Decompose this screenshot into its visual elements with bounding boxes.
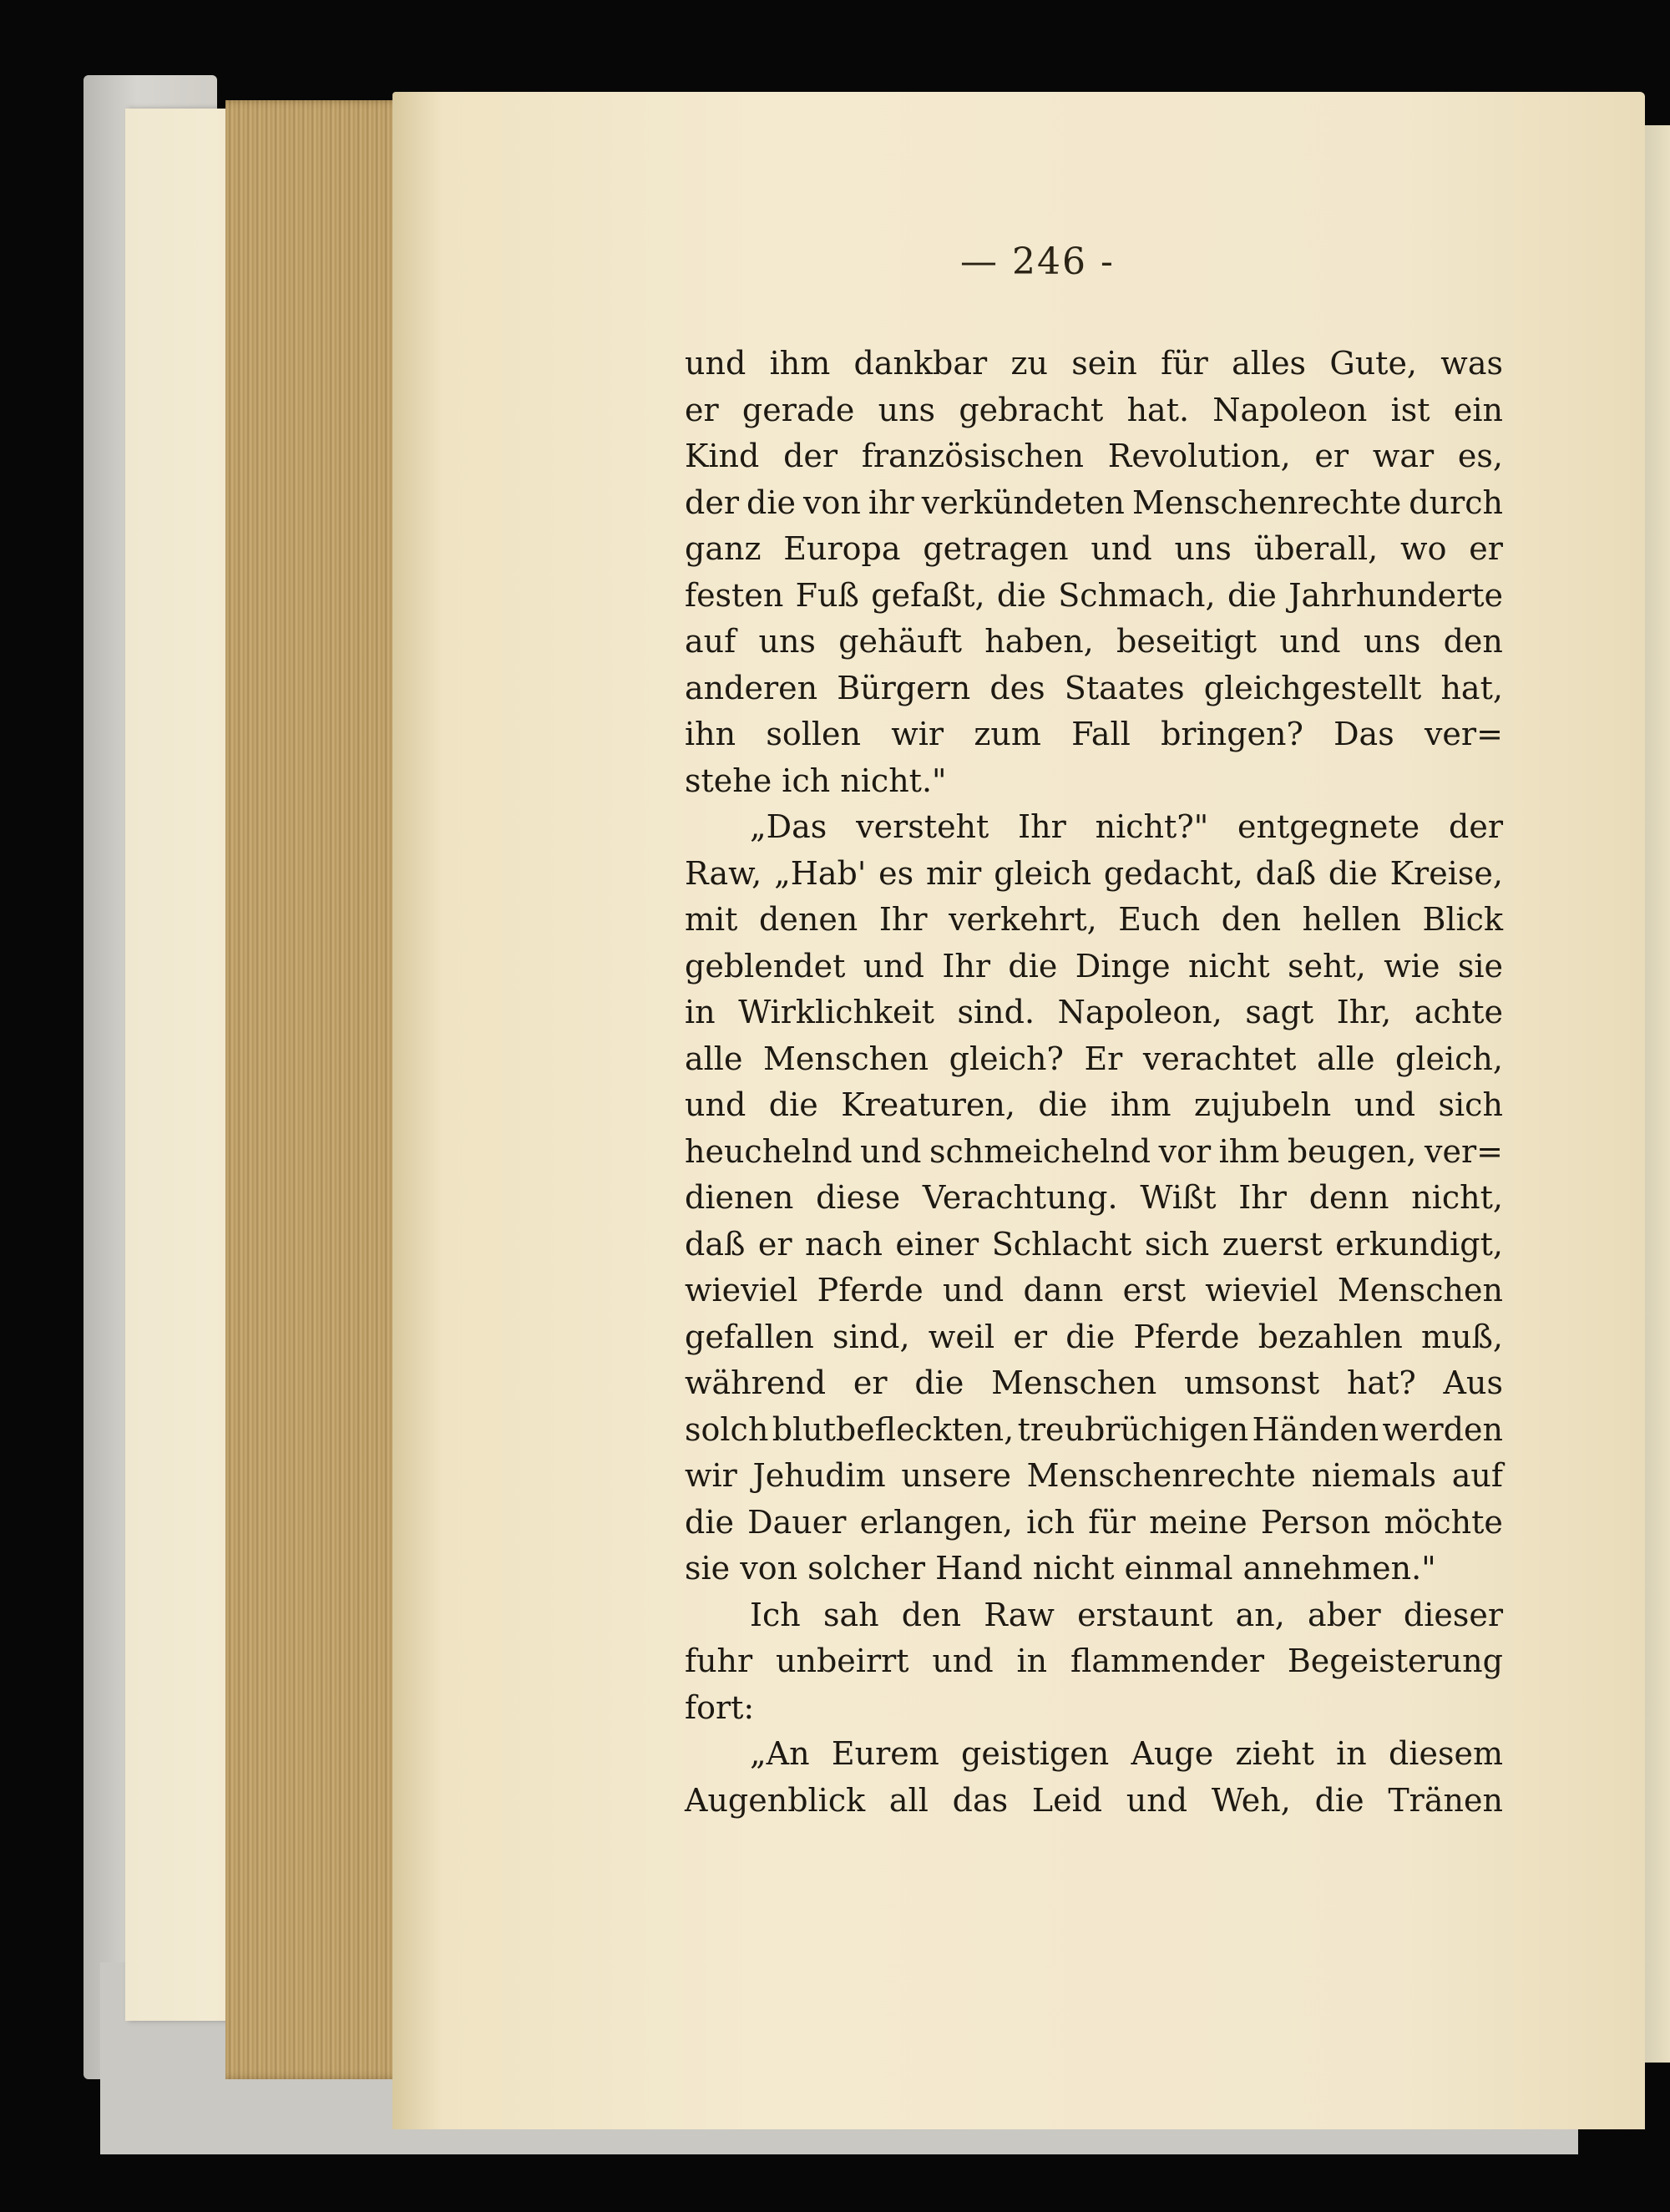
word: gebracht [959,391,1104,428]
word: umsonst [1184,1364,1320,1401]
word: Napoleon [1212,391,1368,428]
word: Europa [783,530,901,567]
text-line [685,1407,1503,1454]
word: Kreise, [1389,854,1503,892]
word: des [989,669,1045,706]
word: Fuß [795,576,859,614]
word: ihm [1110,1086,1172,1123]
word: die [914,1364,964,1401]
word: er [1013,1318,1047,1355]
text-line [685,1036,1503,1083]
word: Staates [1064,669,1185,706]
word: Verachtung. [922,1179,1118,1216]
word: Ihr [1018,808,1066,845]
word: einer [895,1225,979,1263]
word: in [1336,1735,1367,1772]
word: verachtet [1142,1040,1297,1077]
word: ihn [685,716,736,752]
word: er [1469,530,1503,567]
word: hat? [1346,1364,1416,1401]
word: Menschen [763,1040,929,1077]
word: er [685,391,719,428]
word: diesem [1388,1735,1503,1772]
word: gedacht, [1103,854,1243,892]
word: Eurem [831,1735,939,1772]
text-line [685,711,1503,758]
word: verkündeten [921,483,1125,521]
word: mit [685,901,738,938]
word: alle [1317,1040,1375,1077]
word: ihm [1218,1132,1280,1170]
text-line [685,1082,1503,1129]
word: Ihr [878,901,928,938]
word: gleich? [949,1040,1064,1077]
word: an, [1235,1596,1285,1633]
word: Das [1333,716,1394,752]
word: ich [1026,1503,1075,1541]
word: versteht [856,808,989,845]
word: nicht, [1411,1179,1503,1216]
word: Fall [1071,716,1131,752]
word: zieht [1235,1735,1314,1772]
word: Menschenrechte [1026,1457,1296,1494]
word: den [1221,901,1282,938]
word: wo [1400,530,1447,567]
text-line [685,944,1503,990]
text-line: sie von solcher Hand nicht einmal annehmen." [685,1550,1436,1587]
word: „An [750,1735,810,1772]
word: bringen? [1161,716,1303,752]
word: treubrüchigen [1017,1410,1249,1448]
word: und [860,1132,922,1170]
word: Ihr, [1336,994,1392,1030]
text-line [685,1731,1503,1778]
page-number: — 246 - [960,240,1115,283]
text-line [685,480,1503,527]
word: die [768,1086,818,1123]
word: beseitigt [1116,623,1258,660]
word: ver= [1425,1132,1503,1170]
word: die [996,576,1046,614]
word: niemals [1311,1457,1437,1494]
word: Schlacht [991,1225,1132,1263]
word: der [1449,808,1503,845]
word: ein [1453,391,1503,428]
word: sein [1071,345,1137,382]
word: alles [1232,345,1307,382]
word: blutbefleckten, [772,1410,1015,1448]
word: Jahrhunderte [1288,576,1503,614]
word: Ich [750,1596,801,1633]
word: festen [685,576,784,614]
word: anderen [685,669,818,706]
word: Bürgern [837,669,971,706]
word: die [1065,1318,1116,1355]
word: er [757,1225,792,1263]
word: Weh, [1211,1781,1291,1819]
word: ver= [1424,716,1503,752]
word: von [803,483,861,521]
text-line [685,1360,1503,1407]
word: den [1443,623,1503,660]
word: wir [891,716,944,752]
word: beugen, [1287,1132,1417,1170]
word: Aus [1443,1364,1503,1401]
word: „Das [750,808,827,845]
text-line [685,1268,1503,1314]
word: Tränen [1388,1781,1503,1819]
word: ihr [868,483,914,521]
text-line [685,619,1503,666]
word: gefallen [685,1318,814,1355]
word: dieser [1403,1596,1503,1633]
page-edges [225,100,418,2079]
word: Euch [1118,901,1201,938]
word: uns [878,391,936,428]
text-line [685,433,1503,480]
word: wieviel [1205,1272,1318,1308]
text-line [685,666,1503,712]
word: der [783,438,838,474]
text-line [685,1314,1503,1361]
word: sind, [832,1318,910,1355]
word: Menschen [991,1364,1157,1401]
word: überall, [1253,530,1379,567]
word: flammender [1070,1643,1265,1679]
word: auf [1451,1457,1503,1494]
word: das [952,1781,1009,1819]
word: gefaßt, [871,576,985,614]
word: Ihr [1238,1179,1287,1216]
word: zum [974,716,1041,752]
word: diese [816,1179,901,1216]
word: während [685,1364,827,1401]
word: Auge [1131,1735,1214,1772]
word: mir [926,854,982,892]
word: sollen [766,716,861,752]
word: hat. [1126,391,1190,428]
word: die [1227,576,1277,614]
word: Raw, [685,854,762,892]
word: die [1328,854,1378,892]
word: Kreaturen, [841,1086,1015,1123]
word: uns [1363,623,1421,660]
word: hat, [1440,669,1503,706]
text-line [685,804,1503,851]
word: alle [685,1040,743,1077]
text-line [685,851,1503,898]
word: muß, [1421,1318,1503,1355]
word: gleich, [1395,1040,1503,1077]
word: war [1372,438,1435,474]
word: erst [1122,1272,1187,1308]
word: und [1126,1781,1188,1819]
word: aber [1308,1596,1381,1633]
word: meine [1149,1503,1247,1541]
word: es, [1457,438,1503,474]
word: verkehrt, [949,901,1097,938]
word: Begeisterung [1287,1643,1503,1679]
word: in [1016,1643,1048,1679]
word: geblendet [685,947,846,985]
word: und [1279,623,1341,660]
word: der [685,483,739,521]
word: und [932,1643,994,1679]
text-line [685,1222,1503,1268]
word: wieviel [685,1272,798,1308]
text-line: fort: [685,1688,755,1726]
word: uns [758,623,816,660]
text-line [685,1175,1503,1222]
word: und [863,947,924,985]
word: Schmach, [1058,576,1216,614]
word: sie [1457,947,1503,985]
word: Menschen [1337,1272,1503,1308]
text-line [685,573,1503,620]
word: und [685,1086,746,1123]
page-text [685,341,1503,1824]
text-line [685,1638,1503,1685]
word: dann [1023,1272,1104,1308]
word: gerade [741,391,855,428]
word: Augenblick [685,1781,866,1819]
word: französischen [861,438,1084,474]
word: Napoleon, [1057,994,1222,1030]
word: Menschenrechte [1131,483,1402,521]
word: ganz [685,530,762,567]
word: weil [928,1318,995,1355]
word: er [1314,438,1349,474]
word: Er [1084,1040,1123,1077]
word: schmeichelnd [929,1132,1151,1170]
word: dankbar [853,345,988,382]
word: die [1038,1086,1088,1123]
text-line [685,526,1503,573]
word: ist [1390,391,1430,428]
word: hellen [1302,901,1401,938]
word: und [942,1272,1005,1308]
word: werden [1382,1410,1503,1448]
word: zujubeln [1194,1086,1332,1123]
text-line [685,1592,1503,1639]
word: Revolution, [1107,438,1291,474]
word: fuhr [685,1643,753,1679]
word: uns [1174,530,1232,567]
word: die [746,483,796,521]
word: sich [1438,1086,1503,1123]
word: und [1354,1086,1416,1123]
word: bezahlen [1258,1318,1403,1355]
word: gleich [994,854,1092,892]
word: haben, [984,623,1094,660]
text-line [685,1778,1503,1825]
word: nach [805,1225,883,1263]
word: dienen [685,1179,794,1216]
text-line [685,897,1503,944]
word: für [1088,1503,1136,1541]
text-line: stehe ich nicht." [685,762,947,799]
word: denen [759,901,858,938]
word: Raw [984,1596,1055,1633]
word: zu [1010,345,1048,382]
word: die [1314,1781,1364,1819]
word: auf [685,623,736,660]
word: Jehudim [752,1457,886,1494]
word: die [1008,947,1058,985]
word: unsere [901,1457,1011,1494]
word: denn [1308,1179,1389,1216]
word: seht, [1288,947,1366,985]
word: gleichgestellt [1203,669,1422,706]
word: ihm [769,345,831,382]
word: sind. [957,994,1035,1030]
word: heuchelnd [685,1132,853,1170]
word: wir [685,1457,737,1494]
word: Kind [685,438,760,474]
word: Gute, [1329,345,1418,382]
text-line [685,990,1503,1036]
text-line [685,341,1503,387]
text-line [685,1500,1503,1546]
word: es [878,854,914,892]
word: solch [685,1410,769,1448]
word: getragen [923,530,1069,567]
word: sah [822,1596,879,1633]
word: für [1161,345,1208,382]
word: gehäuft [838,623,962,660]
text-line [685,1453,1503,1500]
word: zuerst [1222,1225,1323,1263]
word: nicht [1188,947,1270,985]
word: entgegnete [1237,808,1420,845]
word: geistigen [961,1735,1110,1772]
word: Wirklichkeit [738,994,934,1030]
word: vor [1158,1132,1212,1170]
word: nicht?" [1095,808,1209,845]
word: die [685,1503,734,1541]
word: Wißt [1140,1179,1217,1216]
word: erstaunt [1077,1596,1213,1633]
word: möchte [1384,1503,1503,1541]
word: und [1091,530,1152,567]
word: daß [685,1225,746,1263]
word: achte [1414,994,1503,1030]
word: Ihr [942,947,991,985]
text-line [685,1129,1503,1176]
word: Leid [1031,1781,1103,1819]
word: Händen [1252,1410,1379,1448]
word: in [685,994,716,1030]
word: Pferde [817,1272,924,1308]
word: all [888,1781,929,1819]
word: Blick [1422,901,1503,938]
word: Person [1260,1503,1371,1541]
word: daß [1255,854,1317,892]
word: er [853,1364,888,1401]
word: Dauer [747,1503,847,1541]
text-line [685,387,1503,434]
word: durch [1409,483,1503,521]
word: sagt [1245,994,1314,1030]
word: „Hab' [774,854,867,892]
word: Dinge [1075,947,1171,985]
word: was [1440,345,1503,382]
word: den [901,1596,962,1633]
word: unbeirrt [776,1643,909,1679]
word: Pferde [1133,1318,1240,1355]
word: erkundigt, [1335,1225,1503,1263]
word: und [685,345,746,382]
word: sich [1144,1225,1210,1263]
word: erlangen, [859,1503,1013,1541]
word: wie [1384,947,1440,985]
